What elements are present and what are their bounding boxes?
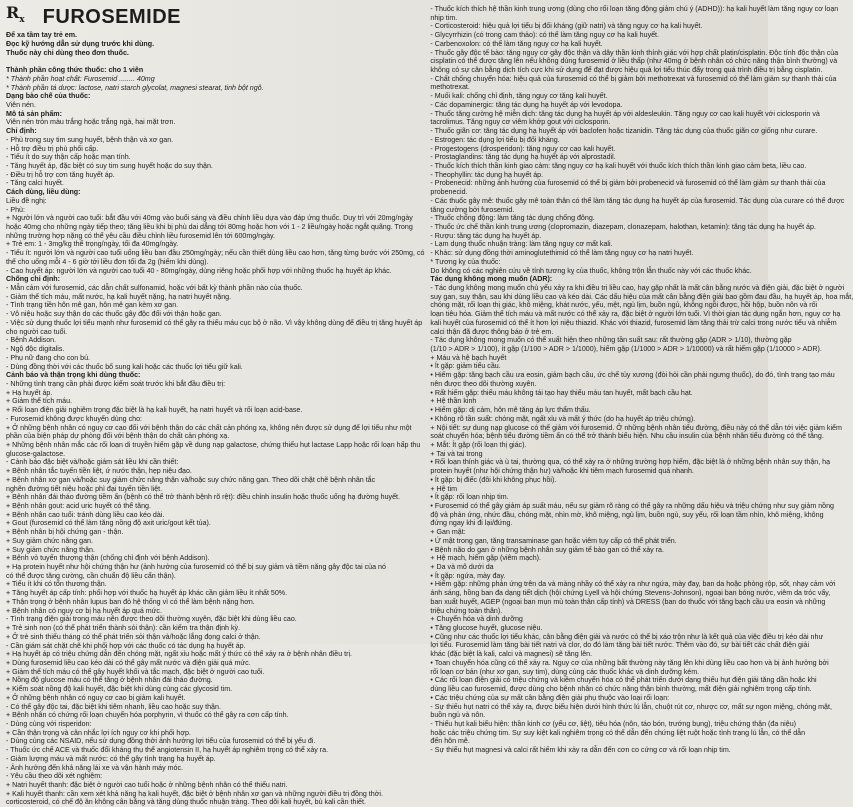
text-line: - Muối kali: chống chỉ định, tăng nguy cơ tăng kali huyết. — [430, 92, 608, 101]
text-line: - Thuốc chống động: làm tăng tác dụng chống đông. — [430, 214, 595, 223]
text-line: nghẽn đường tiết niệu hoặc phì đại tuyến tiền liệt. — [6, 484, 163, 493]
drug-title: FUROSEMIDE — [42, 5, 182, 28]
text-line: - Thuốc tăng cường hệ miễn dịch: tăng tác dụng hạ huyết áp với aldesleukin. Tăng nguy cơ cao kali huyết với ciclosporin và — [430, 109, 820, 118]
text-line: - Yêu cầu theo dõi xét nghiệm: — [6, 772, 103, 781]
text-line: + Hệ mạch, hiếm gặp (viêm mạch). — [430, 554, 541, 563]
text-line: + Tăng huyết áp cấp tính: phối hợp với thuốc hạ huyết áp khác cần giảm liều ít nhất 50%. — [6, 589, 288, 598]
text-line: độ và phản ứng, nhức đầu, chóng mặt, nhìn mờ, khô miệng, ngủ lịm, buồn ngủ, suy yếu, rối loạn tầm nhìn, khô miệng, không — [430, 510, 824, 519]
text-line: + Suy giảm chức năng gan. — [6, 536, 93, 545]
text-line: - Các thuốc gây mê: thuốc gây mê toàn thân có thể làm tăng tác dụng hạ huyết áp của furosemid. Tác dụng của curare có thể được — [430, 196, 845, 205]
text-line: thể cho uống mỗi 4 - 6 giờ tới liều đơn tối đa 2g (hiếm khi dùng). — [6, 257, 209, 266]
text-line: - Cần giám sát chặt chẽ khi phối hợp với các thuốc có tác dụng hạ huyết áp. — [6, 641, 246, 650]
text-line: Viên nén. — [6, 100, 36, 109]
text-line: • Toan chuyển hóa cũng có thể xảy ra. Nguy cơ của những bất thường này tăng lên khi dùng liều cao hơn và bị ảnh hưởng bởi — [430, 658, 829, 667]
text-line: - Việc sử dụng thuốc lợi tiểu mạnh như furosemid có thể gây ra thiếu máu cục bộ ở não. Vì vậy không dùng để điều trị tăng huyết áp — [6, 318, 423, 327]
text-line: + Thận trọng ở bệnh nhân lupus ban đỏ hệ thống vì có thể làm bệnh nặng hơn. — [6, 597, 255, 606]
text-line: + Trẻ em: 1 - 3mg/kg thể trọng/ngày, tối đa 40mg/ngày. — [6, 240, 179, 249]
text-line: • Cũng như các thuốc lợi tiểu khác, cân bằng điện giải và nước có thể bị xáo trộn như là kết quả của việc điều trị kéo dài như — [430, 632, 824, 641]
text-line: triệu chứng toàn thân). — [430, 606, 503, 615]
text-line: - Tình trạng điện giải trong máu nên được theo dõi thường xuyên, đặc biệt khi dùng liều cao. — [6, 615, 297, 624]
text-line: + Tiểu ít khi có tổn thương thận. — [6, 580, 107, 589]
text-line: + Nội tiết: sự dung nạp glucose có thể giảm với furosemid. Ở những bệnh nhân tiểu đường, điều này có thể dẫn tới việc giảm kiểm — [430, 423, 842, 432]
text-line: dùng liều cao furosemid, được dùng cho bệnh nhân có chức năng thận bình thường, mất điện giải nghiêm trọng cấp tính. — [430, 685, 812, 694]
rx-symbol: $R_x$ — [6, 3, 25, 26]
text-line: + Da và mô dưới da — [430, 563, 494, 571]
text-line: - Prostaglandins: tăng tác dụng hạ huyết áp với alprostadil. — [430, 153, 616, 162]
text-line: - Furosemid không được khuyến dùng cho: — [6, 414, 142, 423]
text-line: + Tai và tai trong — [430, 449, 483, 458]
text-line: - Thuốc giãn cơ: tăng tác dụng hạ huyết áp với baclofen hoặc tizanidin. Tăng tác dụng của thuốc giãn cơ giống như curare. — [430, 127, 818, 136]
text-line: kali huyết của furosemid có thể ít hơn lợi niệu thiazid. Khác với thiazid, furosemid làm tăng thải trừ calci trong nước tiểu và nhiễm — [430, 318, 837, 327]
text-line: loạn tiêu hóa. Giảm thể tích máu và mất nước có thể xảy ra, đặc biệt ở người lớn tuổi. Vì thời gian tác dụng ngắn hơn, nguy cơ hạ — [430, 310, 841, 319]
text-line: + Nồng độ glucose máu có thể tăng ở bệnh nhân đái tháo đường. — [6, 676, 213, 685]
text-line: - Carbenoxolon: có thể làm tăng nguy cơ hạ kali huyết. — [430, 39, 603, 48]
text-line: - Progestogens (drosperidon): tăng nguy cơ cao kali huyết. — [430, 144, 616, 153]
text-line: - Tình trạng tiền hôn mê gan, hôn mê gan kèm xơ gan. — [6, 301, 179, 310]
text-line: probenecid. — [430, 188, 468, 197]
text-line: - Thuốc ức chế ACE và thuốc đối kháng thụ thể angiotensin II, hạ huyết áp nghiêm trọng có thể xảy ra. — [6, 746, 329, 755]
text-line: • Rối loạn thính giác và ù tai, thường qua, có thể xảy ra ở những trường hợp hiếm, đặc biệt là ở những bệnh nhân suy thận, hạ — [430, 458, 831, 467]
section-heading: Tác dụng không mong muốn (ADR): — [430, 275, 553, 284]
text-line: Liều đề nghị: — [6, 196, 47, 205]
text-line: có thể được tăng cường, cần chuẩn độ liều cẩn thận). — [6, 571, 176, 580]
text-line: không có sự cân bằng dịch tích cực khi sử dụng để đạt được hiệu quả lợi tiểu thúc đẩy trong quá trình điều trị bằng cisplatin. — [430, 66, 823, 75]
text-line: • Hiếm gặp: tăng bạch cầu ưa eosin, giảm bạch cầu, ức chế tủy xương (đòi hỏi cần phải ngưng thuốc), do đó, tình trạng tạo máu — [430, 371, 835, 380]
text-line: - Corticosteroid: hiệu quả lợi tiểu bị đối kháng (giữ natri) và tăng nguy cơ hạ kali huyết. — [430, 22, 703, 31]
text-line: - Vô niệu hoặc suy thận do các thuốc gây độc đối với thận hoặc gan. — [6, 310, 222, 319]
text-line: hoặc các triệu chứng tim. Sự suy kiệt kali nghiêm trọng có thể dẫn đến chứng liệt ruột hoặc tình trạng lú lẫn, có thể dẫn — [430, 728, 806, 737]
text-line: • Hiếm gặp: những phản ứng trên da và màng nhầy có thể xảy ra như ngứa, mày đay, ban da hoặc phỏng rộp, sốt, nhạy cảm với — [430, 580, 836, 589]
text-line: - Giảm lượng máu và mất nước: có thể gây tình trạng hạ huyết áp. — [6, 754, 216, 763]
text-line: - Sự thiếu hụt natri có thể xảy ra, được biểu hiện dưới hình thức lú lẫn, chuột rút cơ, nhược cơ, mất sự ngon miệng, chóng mặt, — [430, 702, 832, 711]
text-line: + Bệnh vỏ tuyến thượng thận (chống chỉ định với bệnh Addison). — [6, 554, 210, 563]
text-line: - Tiểu ít: người lớn và người cao tuổi uống liều ban đầu 250mg/ngày; nếu cần thiết dùng liều cao hơn, tăng từng bước với 250mg, có — [6, 249, 425, 258]
text-line: rối loạn cơ bản (như xơ gan, suy tim), dùng cùng các thuốc khác và dinh dưỡng kém. — [430, 667, 700, 676]
text-line: soát chuyển hóa; bệnh tiểu đường tiềm ẩn có thể trở thành biểu hiện. Nhu cầu insulin của bệnh nhân tiểu đường có thể tăng. — [430, 432, 824, 441]
text-line: - Thuốc ức chế thần kinh trung ương (clopromazin, diazepam, clonazepam, halothan, ketamin): tăng tác dụng hạ huyết áp. — [430, 222, 816, 231]
text-line: + Bệnh nhân có nguy cơ bị hạ huyết áp quá mức. — [6, 606, 162, 615]
text-line: • Furosemid có thể gây giảm áp suất máu, nếu sự giảm rõ ràng có thể gây ra những dấu hiệu và triệu chứng như suy giảm nồng — [430, 501, 834, 510]
text-line: - Thuốc kích thích hệ thần kinh trung ương (dùng cho rối loạn tăng động giảm chú ý (ADHD)): hạ kali huyết làm tăng nguy cơ loạn — [430, 5, 839, 13]
text-line: - Giảm thể tích máu, mất nước, hạ kali huyết nặng, hạ natri huyết nặng. — [6, 292, 232, 301]
text-line: - Phù: — [6, 205, 25, 214]
section-heading: Cách dùng, liều dùng: — [6, 188, 81, 197]
text-line: + Hệ tim — [430, 484, 458, 493]
text-line: tăng cường bởi furosemid. — [430, 205, 515, 214]
text-line: + Bệnh nhân đái tháo đường tiềm ẩn (bệnh có thể trở thành bệnh rõ rệt): điều chỉnh insulin hoặc thuốc uống hạ đường huyết. — [6, 493, 400, 502]
text-line: + Bệnh nhân xơ gan và/hoặc suy giảm chức năng thận và/hoặc suy chức năng gan. Theo dõi chặt chẽ bệnh nhân tắc — [6, 475, 376, 484]
text-line: + Natri huyết thanh: đặc biệt ở người cao tuổi hoặc ở những bệnh nhân có thể thiếu natri. — [6, 781, 288, 789]
text-line: glucose-galactose. — [6, 449, 66, 458]
text-line: - Ngộ độc digitalis. — [6, 345, 65, 354]
text-line: - Ảnh hưởng đến khả năng lái xe và vận hành máy móc. — [6, 763, 183, 772]
text-line: - Tăng huyết áp, đặc biệt có suy tim sung huyết hoặc do suy thận. — [6, 161, 213, 170]
text-line: - Rượu: tăng tác dụng hạ huyết áp. — [430, 231, 542, 240]
text-line: nên được theo dõi thường xuyên. — [430, 379, 537, 388]
text-line: + Bệnh nhân bị hội chứng gan - thận. — [6, 528, 124, 537]
text-line: cisplatin có thể được tăng lên nếu không dùng furosemid ở liều thấp (như 40mg ở bệnh nhân có chức năng thận bình thường) và — [430, 57, 838, 66]
text-line: + Bệnh nhân cao tuổi: tránh dùng liều cao kéo dài. — [6, 510, 165, 519]
right-column — [430, 5, 853, 755]
text-line: Do không có các nghiên cứu về tính tương kỵ của thuốc, không trộn lẫn thuốc này với các thuốc khác. — [430, 266, 752, 275]
text-line: + Cần thận trọng và cân nhắc lợi ích nguy cơ khi phối hợp. — [6, 728, 191, 737]
text-line: cho người cao tuổi. — [6, 327, 68, 336]
text-line: + Hạ huyết áp có triệu chứng dẫn đến chóng mặt, ngất xỉu hoặc mất ý thức có thể xảy ra ở bệnh nhân điều trị. — [6, 650, 352, 659]
text-line: - Phụ nữ đang cho con bú. — [6, 353, 91, 362]
text-line: tacrolimus. Tăng nguy cơ viêm khớp gout với ciclosporin. — [430, 118, 611, 127]
text-line: + Hạ protein huyết như hội chứng thận hư (ảnh hưởng của furosemid có thể bị suy giảm và tiềm năng gây độc tai của nó — [6, 563, 386, 572]
text-line: * Thành phần hoạt chất: Furosemid ........ 40mg — [6, 74, 155, 83]
text-line: + Bệnh nhân tắc tuyến tiền liệt, ứ nước thận, hẹp niệu đạo. — [6, 467, 192, 476]
text-line: * Thành phần tá dược: lactose, natri starch glycolat, magnesi stearat, tinh bột ngô. — [6, 83, 264, 92]
text-line: - Theophyllin: tác dụng hạ huyết áp. — [430, 170, 544, 179]
text-line: + Máu và hệ bạch huyết — [430, 353, 507, 362]
text-line: - Tác dụng không mong muốn chủ yếu xảy ra khi điều trị liều cao, hay gặp nhất là mất cân bằng nước và điện giải, đặc biệt ở người — [430, 284, 845, 292]
text-line: + Gout (furosemid có thể làm tăng nồng độ axit uric/gout kết tủa). — [6, 519, 211, 528]
text-line: • Ít gặp: rối loạn nhịp tim. — [430, 493, 509, 502]
text-line: khác (đặc biệt là kali, calci và magnesi) sẽ tăng lên. — [430, 650, 593, 659]
text-line: đến hôn mê. — [430, 737, 470, 746]
text-line: - Estrogen: tác dụng lợi tiểu bị đối kháng. — [430, 135, 560, 144]
text-line: + Ở những bệnh nhân có nguy cơ cao bị giảm kali huyết. — [6, 693, 186, 702]
text-line: (1/10 > ADR > 1/100), ít gặp (1/100 > ADR > 1/1000), hiếm gặp (1/1000 > ADR > 1/10000) và rất hiếm gặp (1/10000 > ADR). — [430, 345, 822, 354]
text-line: - Bệnh Addison. — [6, 336, 57, 345]
left-text-block — [6, 31, 424, 807]
text-line: - Glycyrrhizin (có trong cam thảo): có thể làm tăng nguy cơ hạ kali huyết. — [430, 31, 660, 40]
text-line: - Lạm dụng thuốc nhuận tràng: làm tăng nguy cơ mất kali. — [430, 240, 613, 249]
section-heading: Để xa tầm tay trẻ em. — [6, 31, 77, 40]
text-line: - Các dopaminergic: tăng tác dụng hạ huyết áp với levodopa. — [430, 100, 623, 109]
text-line: + Suy giảm chức năng thận. — [6, 545, 95, 554]
text-line: + Kiểm soát nồng độ kali huyết, đặc biệt khi dùng cùng các glycosid tim. — [6, 685, 233, 694]
text-line: * Tương kỵ của thuốc: — [430, 257, 501, 266]
text-line: hoặc 40mg cho những ngày tiếp theo; tăng liều khi bị phù dai dẳng tới 80mg hoặc hơn với 1 - 2 liều/ngày hoặc ngắt quãng. Trong — [6, 223, 413, 231]
text-line: • Bệnh não do gan ở những bệnh nhân suy giảm tế bào gan có thể xảy ra. — [430, 545, 664, 554]
text-line: • Các rối loạn điện giải có triệu chứng và kiềm chuyển hóa có thể phát triển dưới dạng thiếu hụt điện giải tăng dần hoặc khi — [430, 676, 817, 685]
text-line: + Kali huyết thanh: cần xem xét khả năng hạ kali huyết, đặc biệt ở bệnh nhân xơ gan và những người điều trị đồng thời. — [6, 789, 383, 798]
text-line: + Dùng furosemid liều cao kéo dài có thể gây mất nước và điện giải quá mức. — [6, 658, 251, 667]
text-line: suy gan, suy thận, sau khi dùng liều cao và kéo dài. Các dấu hiệu của mất cân bằng điện giải bao gồm đau đầu, hạ huyết áp, hoa mắt, — [430, 292, 853, 301]
section-heading: Thành phần công thức thuốc: cho 1 viên — [6, 66, 144, 75]
section-heading: Dạng bào chế của thuốc: — [6, 92, 91, 101]
text-line: - Probenecid: những ảnh hưởng của furosemid có thể bị giảm bởi probenecid và furosemid có thể làm giảm sự thanh thải của — [430, 179, 826, 188]
text-line: + Hệ thần kinh — [430, 397, 477, 406]
text-line: + Những bệnh nhân mắc các rối loạn di truyền hiếm gặp về dung nạp galactose, chứng thiếu hụt lactase Lapp hoặc rối loạn hấp thu — [6, 440, 421, 449]
text-line: - Hỗ trợ điều trị phù phổi cấp. — [6, 144, 99, 153]
text-line — [6, 57, 424, 66]
text-line: + Ở những bệnh nhân có nguy cơ cao đối với bệnh thận do các chất cản phóng xạ, không nên được sử dụng để lợi tiểu như một — [6, 423, 412, 432]
text-line: • Ít gặp: bị điếc (đôi khi không phục hồi). — [430, 475, 557, 484]
text-line: • Ứ mật trong gan, tăng transaminase gan hoặc viêm tụy cấp có thể phát triển. — [430, 536, 677, 545]
text-line: ban xuất huyết, AGEP (ngoại ban mụn mủ toàn thân cấp tính) và DRESS (ban do thuốc với tăng bạch cầu ưa eosin và những — [430, 597, 826, 606]
section-heading: Cảnh báo và thận trọng khi dùng thuốc: — [6, 371, 141, 380]
text-line: • Rất hiếm gặp: thiếu máu không tái tạo hay thiếu máu tan huyết, mất bạch cầu hạt. — [430, 388, 693, 397]
text-line: - Điều trị hỗ trợ cơn tăng huyết áp. — [6, 170, 115, 179]
text-line: những trường hợp nặng có thể yêu cầu điều chỉnh liều furosemid lên tới 600mg/ngày. — [6, 231, 276, 240]
text-line: • Các triệu chứng của sự mất cân bằng điện giải phụ thuộc vào loại rối loạn: — [430, 693, 670, 702]
text-line: + Mắt: Ít gặp (rối loạn thị giác). — [430, 440, 527, 449]
text-line: corticosteroid, có chế độ ăn không cân bằng và tăng dùng thuốc nhuận tràng. Theo dõi kali huyết, bù kali cần thiết. — [6, 798, 366, 807]
section-heading: Thuốc này chỉ dùng theo đơn thuốc. — [6, 48, 129, 57]
text-line: + Rối loạn điện giải nghiêm trọng đặc biệt là hạ kali huyết, hạ natri huyết và rối loạn acid-base. — [6, 406, 303, 415]
text-line: nhịp tim. — [430, 13, 458, 22]
text-line: + Giảm thể tích máu có thể gây huyết khối và tắc mạch, đặc biệt ở người cao tuổi. — [6, 667, 265, 676]
text-line: buồn ngủ và nôn. — [430, 711, 486, 720]
leaflet-header — [6, 5, 424, 28]
text-line: calci thận đã được thông báo ở trẻ em. — [430, 327, 554, 336]
text-line: - Khác: sử dụng đồng thời aminoglutethimid có thể làm tăng nguy cơ hạ natri huyết. — [430, 249, 694, 258]
text-line: + Giảm thể tích máu. — [6, 397, 73, 406]
text-line: • Không rõ tần suất: chóng mặt, ngất xỉu và mất ý thức (do hạ huyết áp triệu chứng). — [430, 414, 696, 423]
text-line: - Dùng cùng với risperidon: — [6, 719, 92, 728]
text-line: - Cao huyết áp: người lớn và người cao tuổi 40 - 80mg/ngày, dùng riêng hoặc phối hợp với những thuốc hạ huyết áp khác. — [6, 266, 392, 275]
right-text-block — [430, 5, 853, 755]
text-line: ánh sáng, hồng ban đa dạng tiết dịch (hội chứng Lyell và hội chứng Stevens-Johnson), ngoại ban bóng nước, viêm da tróc vẩy, — [430, 589, 831, 598]
text-line: phần của biện pháp dự phòng đối với bệnh thận do chất cản phóng xạ. — [6, 432, 230, 441]
text-line: - Sự thiếu hụt magnesi và calci rất hiếm khi xảy ra dẫn đến cơn co cứng cơ và rối loạn nhịp tim. — [430, 746, 731, 755]
text-line: đứng ngay khi đi lại/đứng. — [430, 519, 513, 528]
section-heading: Mô tả sản phẩm: — [6, 109, 62, 118]
text-line: - Tác dụng không mong muốn có thể xuất hiện theo những tần suất sau: rất thường gặp (ADR > 1/10), thường gặp — [430, 336, 792, 345]
section-heading: Đọc kỹ hướng dẫn sử dụng trước khi dùng. — [6, 39, 155, 48]
text-line: - Tăng calci huyết. — [6, 179, 64, 188]
text-line: • Ít gặp: giảm tiểu cầu. — [430, 362, 501, 371]
section-heading: Chỉ định: — [6, 127, 37, 136]
text-line: lợi tiểu. Furosemid làm tăng bài tiết natri và clor, do đó làm tăng bài tiết nước. Thêm vào đó, sự bài tiết các chất điện giải — [430, 641, 810, 650]
text-line: - Dùng đồng thời với các thuốc bổ sung kali hoặc các thuốc lợi tiểu giữ kali. — [6, 362, 243, 371]
text-line: - Có thể gây độc tai, đặc biệt khi tiêm nhanh, liều cao hoặc suy thận. — [6, 702, 221, 711]
text-line: - Thuốc kích thích thần kinh giao cảm: tăng nguy cơ hạ kali huyết với thuốc kích thích thần kinh giao cảm beta, liều cao. — [430, 161, 807, 170]
text-line: - Mẫn cảm với furosemid, các dẫn chất sulfonamid, hoặc với bất kỳ thành phần nào của thuốc. — [6, 284, 303, 293]
text-line: + Gan mật: — [430, 528, 466, 537]
text-line: + Bệnh nhân gout: acid uric huyết có thể tăng. — [6, 502, 151, 510]
text-line: - Phù trong suy tim sung huyết, bệnh thận và xơ gan. — [6, 135, 174, 144]
text-line: Viên nén tròn màu trắng hoặc trắng ngà, hai mặt trơn. — [6, 118, 176, 127]
text-line: - Những tình trạng cần phải được kiểm soát trước khi bắt đầu điều trị: — [6, 379, 226, 388]
text-line: methotrexat. — [430, 83, 470, 92]
text-line: + Người lớn và người cao tuổi: bắt đầu với 40mg vào buổi sáng và điều chỉnh liều dựa vào đáp ứng thuốc. Duy trì với 20mg/ngày — [6, 214, 413, 223]
text-line: protein huyết (như hội chứng thận hư) và/hoặc khi tiêm mạch furosemid quá nhanh. — [430, 467, 694, 476]
text-line: - Cảnh báo đặc biệt và/hoặc giám sát liều khi cần thiết: — [6, 458, 179, 467]
text-line: + Bệnh nhân có chứng rối loạn chuyển hóa porphyrin, vì thuốc có thể gây ra cơn cấp tính. — [6, 711, 289, 720]
left-column — [6, 3, 425, 807]
text-line: - Thiếu hụt kali biểu hiện: thần kinh cơ (yếu cơ, liệt), tiêu hóa (nôn, táo bón, trướng bụng), triệu chứng thận (đa niệu) — [430, 719, 797, 728]
text-line: • Tăng glucose huyết, glucose niệu. — [430, 624, 543, 633]
text-line: + Ở trẻ sinh thiếu tháng có thể phát triển sỏi thận và/hoặc lắng đọng calci ở thận. — [6, 632, 261, 641]
text-line: - Chất chống chuyển hóa: hiệu quả của furosemid có thể bị giảm bởi methotrexat và furosemid có thể làm giảm sự thanh thải của — [430, 74, 837, 83]
section-heading: Chống chỉ định: — [6, 275, 60, 284]
text-line: + Trẻ sinh non (có thể phát triển thành sỏi thận): cần kiểm tra thận định kỳ. — [6, 624, 241, 633]
text-line: • Ít gặp: ngứa, mày đay. — [430, 571, 506, 580]
text-line: chóng mặt, rối loạn thị giác, khô miệng, khát nước, yếu, mệt, ngủ lịm, buồn ngủ, không ngồi được, hồi hộp, buồn nôn và rối — [430, 301, 818, 310]
text-line: - Tiểu ít do suy thận cấp hoặc mạn tính. — [6, 153, 131, 162]
text-line: + Chuyển hóa và dinh dưỡng — [430, 615, 523, 624]
text-line: - Thuốc gây độc tế bào: tăng nguy cơ gây độc thận và dây thần kinh thính giác với hợp chất platin/cisplatin. Độc tính độc thận của — [430, 48, 839, 57]
text-line: + Hạ huyết áp. — [6, 388, 53, 397]
text-line: - Dùng cùng các NSAID, nếu sử dụng đồng thời ảnh hưởng lợi tiểu của furosemid có thể bị yếu đi. — [6, 737, 316, 746]
text-line: • Hiếm gặp: dị cảm, hôn mê tăng áp lực thẩm thấu. — [430, 406, 591, 415]
